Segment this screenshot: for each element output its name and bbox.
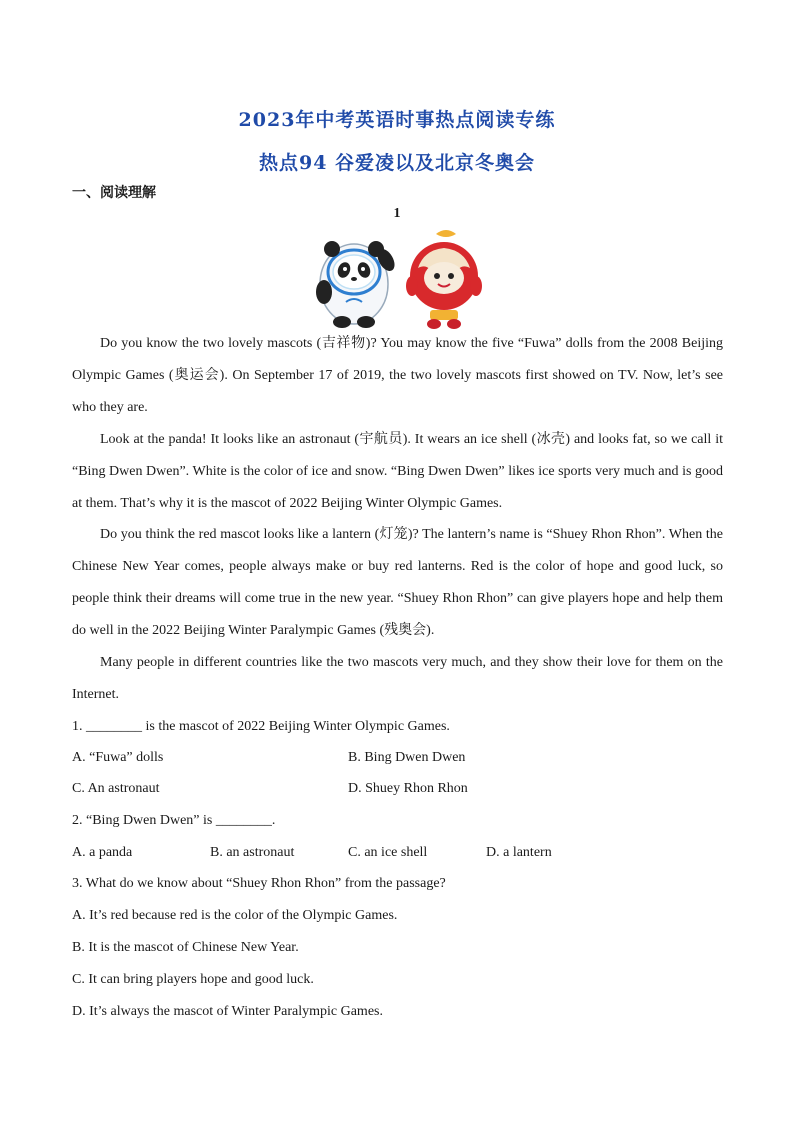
passage-paragraph-2: Look at the panda! It looks like an astronaut (宇航员). It wears an ice shell (冰壳) and looks fat, so we call it “Bing Dwen Dwen”. White is the color of ice and snow. “Bing Dwen Dwen” likes ice sports very much and is good at them. That’s why it is the mascot of 2022 Beijing Winter Olympic Games. bbox=[72, 432, 723, 511]
question-2-option-b[interactable]: B. an astronaut bbox=[210, 845, 295, 860]
question-3-stem: 3. What do we know about “Shuey Rhon Rhon” from the passage? bbox=[72, 876, 446, 891]
passage-paragraph-3: Do you think the red mascot looks like a lantern (灯笼)? The lantern’s name is “Shuey Rhon Rhon”. When the Chinese New Year comes, people always make or buy red lanterns. Red is the color of hope and good luck, so people think their dreams will come true in the new year. “Shuey Rhon Rhon” can give players hope and help them do well in the 2022 Beijing Winter Paralympic Games (残奥会). bbox=[72, 527, 723, 638]
section-heading: 一、阅读理解 bbox=[72, 185, 156, 201]
question-3-option-c[interactable]: C. It can bring players hope and good luck. bbox=[72, 972, 314, 987]
question-3-option-b[interactable]: B. It is the mascot of Chinese New Year. bbox=[72, 940, 299, 955]
passage-paragraph-1: Do you know the two lovely mascots (吉祥物)? You may know the five “Fuwa” dolls from the 2008 Beijing Olympic Games (奥运会). On September 17 of 2019, the two lovely mascots first showed on TV. Now, let’s see who they are. bbox=[72, 336, 723, 415]
mascots-image bbox=[306, 226, 490, 330]
page-title: 2023年中考英语时事热点阅读专练 bbox=[238, 109, 556, 131]
bing-dwen-dwen-mascot-icon bbox=[316, 241, 398, 328]
question-2-option-d[interactable]: D. a lantern bbox=[486, 845, 552, 860]
question-2-option-a[interactable]: A. a panda bbox=[72, 845, 133, 860]
question-1-stem: 1. ________ is the mascot of 2022 Beijing Winter Olympic Games. bbox=[72, 719, 450, 734]
question-1-option-d[interactable]: D. Shuey Rhon Rhon bbox=[348, 781, 468, 796]
question-1-option-c[interactable]: C. An astronaut bbox=[72, 781, 160, 796]
question-3-option-a[interactable]: A. It’s red because red is the color of the Olympic Games. bbox=[72, 908, 398, 923]
question-2-stem: 2. “Bing Dwen Dwen” is ________. bbox=[72, 813, 276, 828]
page-subtitle: 热点94 谷爱凌以及北京冬奥会 bbox=[258, 152, 536, 174]
question-1-option-b[interactable]: B. Bing Dwen Dwen bbox=[348, 750, 466, 765]
passage-number: 1 bbox=[393, 206, 401, 221]
question-3-option-d[interactable]: D. It’s always the mascot of Winter Paralympic Games. bbox=[72, 1004, 383, 1019]
question-2-option-c[interactable]: C. an ice shell bbox=[348, 845, 428, 860]
shuey-rhon-rhon-mascot-icon bbox=[406, 230, 482, 329]
question-1-option-a[interactable]: A. “Fuwa” dolls bbox=[72, 750, 164, 765]
passage-paragraph-4: Many people in different countries like the two mascots very much, and they show their love for them on the Internet. bbox=[72, 655, 723, 702]
